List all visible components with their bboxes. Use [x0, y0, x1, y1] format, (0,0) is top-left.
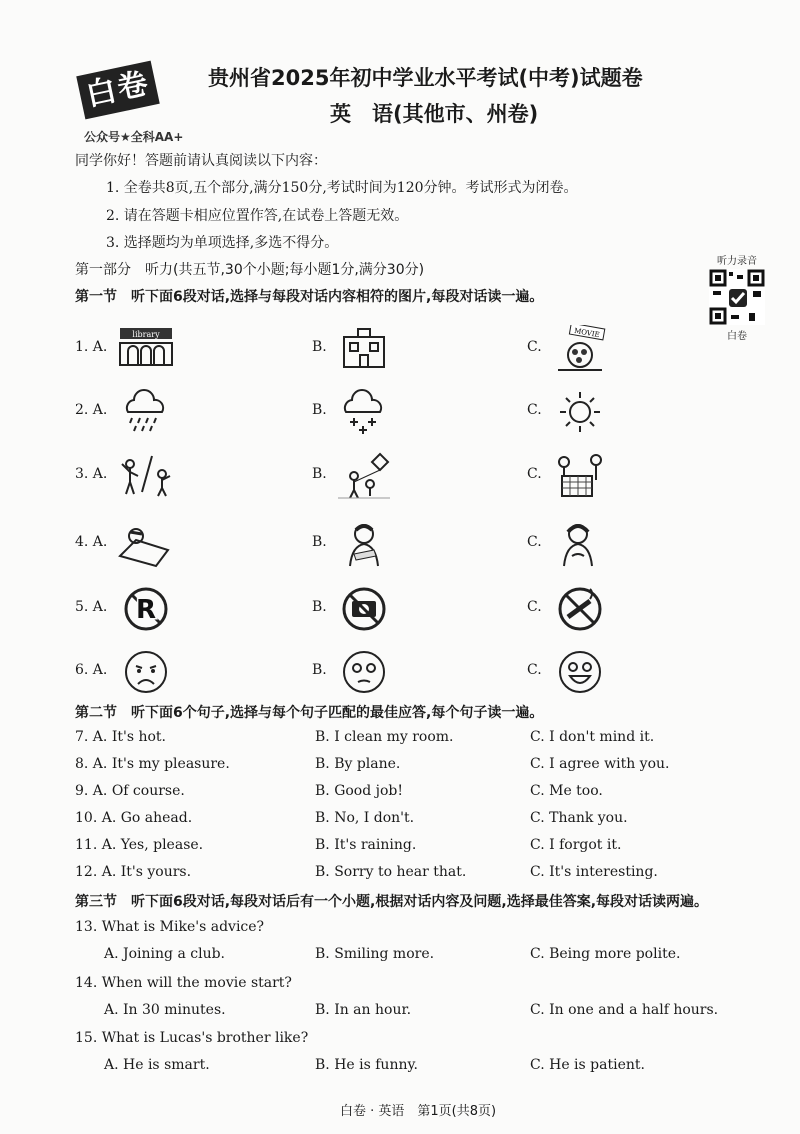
- option-b: B. By plane.: [315, 756, 401, 772]
- sun-picture: [550, 388, 610, 442]
- baijuan-logo: 白卷: [76, 61, 159, 120]
- chess-picture: [550, 452, 610, 506]
- no-smoking-icon: [550, 585, 610, 635]
- option-b: B. In an hour.: [315, 1001, 412, 1018]
- option-c: C. In one and a half hours.: [530, 1001, 719, 1018]
- section2-heading: 第二节 听下面6个句子,选择与每个句子匹配的最佳应答,每个句子读一遍。: [75, 705, 544, 721]
- instruction-3: 3. 选择题均为单项选择,多选不得分。: [106, 235, 339, 251]
- question-number-2: 2. A.: [75, 402, 108, 418]
- option-b-label: B.: [312, 466, 327, 482]
- option-c-label: C.: [527, 466, 542, 482]
- sick-in-bed-picture: [116, 520, 176, 574]
- option-a: A. Joining a club.: [104, 946, 225, 962]
- question-number-4: 4. A.: [75, 534, 108, 550]
- sick-in-bed-icon: [116, 520, 176, 570]
- option-b: B. It's raining.: [315, 837, 417, 853]
- surprised-face-icon: [334, 648, 394, 698]
- stomachache-picture: [550, 520, 610, 574]
- badminton-icon: [116, 452, 176, 502]
- qr-bottom-label: 白卷: [727, 331, 747, 342]
- sad-face-picture: [116, 648, 176, 702]
- option-a: A. He is smart.: [104, 1057, 210, 1073]
- no-parking-letter: R: [135, 595, 157, 625]
- broken-arm-icon: [334, 520, 394, 570]
- option-a: 10. A. Go ahead.: [75, 810, 193, 826]
- movie-sign-text: MOVIE: [573, 326, 601, 340]
- broken-arm-picture: [334, 520, 394, 574]
- option-c-label: C.: [527, 662, 542, 678]
- option-c: C. Me too.: [530, 783, 603, 799]
- option-b-label: B.: [312, 662, 327, 678]
- greeting: 同学你好！答题前请认真阅读以下内容：: [75, 153, 327, 169]
- instruction-1: 1. 全卷共8页,五个部分,满分150分,考试时间为120分钟。考试形式为闭卷。: [106, 180, 578, 196]
- question-text: 14. When will the movie start?: [75, 974, 292, 991]
- badminton-picture: [116, 452, 176, 506]
- surprised-face-picture: [334, 648, 394, 702]
- option-a: 9. A. Of course.: [75, 783, 185, 799]
- question-number-6: 6. A.: [75, 662, 108, 678]
- option-c-label: C.: [527, 534, 542, 550]
- no-photos-icon: [334, 585, 394, 635]
- library-sign-text: library: [132, 330, 160, 339]
- option-b: B. He is funny.: [315, 1057, 418, 1073]
- option-b-label: B.: [312, 402, 327, 418]
- happy-face-picture: [550, 648, 610, 702]
- instruction-2: 2. 请在答题卡相应位置作答,在试卷上答题无效。: [106, 208, 409, 224]
- option-a: 11. A. Yes, please.: [75, 837, 204, 853]
- option-b: B. Smiling more.: [315, 946, 435, 962]
- rain-picture: [116, 388, 176, 442]
- movie-theater-icon: [550, 325, 610, 375]
- option-c: C. Being more polite.: [530, 946, 681, 962]
- exam-subtitle: 英 语(其他市、州卷): [330, 102, 539, 126]
- option-c: C. It's interesting.: [530, 864, 658, 880]
- option-b-label: B.: [312, 599, 327, 615]
- rain-icon: [116, 388, 176, 438]
- movie-theater-picture: [550, 325, 610, 379]
- kite-flying-icon: [334, 452, 394, 502]
- option-a: A. In 30 minutes.: [104, 1001, 226, 1018]
- option-c: C. I don't mind it.: [530, 729, 655, 745]
- option-a: 12. A. It's yours.: [75, 864, 192, 880]
- question-number-5: 5. A.: [75, 599, 108, 615]
- option-c: C. He is patient.: [530, 1057, 645, 1073]
- sad-face-icon: [116, 648, 176, 698]
- option-b-label: B.: [312, 534, 327, 550]
- no-photos-picture: [334, 585, 394, 639]
- qr-code-block[interactable]: [706, 252, 768, 342]
- option-c: C. Thank you.: [530, 810, 628, 826]
- kite-flying-picture: [334, 452, 394, 506]
- option-b: B. Good job!: [315, 783, 403, 799]
- library-icon: [116, 325, 176, 375]
- option-c-label: C.: [527, 339, 542, 355]
- no-parking-picture: [116, 585, 176, 639]
- option-a: 8. A. It's my pleasure.: [75, 756, 230, 772]
- option-c-label: C.: [527, 599, 542, 615]
- option-a: 7. A. It's hot.: [75, 729, 166, 745]
- option-b-label: B.: [312, 339, 327, 355]
- chess-icon: [550, 452, 610, 502]
- qr-top-label: 听力录音: [717, 256, 757, 267]
- section3-heading: 第三节 听下面6段对话,每段对话后有一个小题,根据对话内容及问题,选择最佳答案,每段对话读两遍。: [75, 894, 709, 910]
- hospital-picture: [334, 325, 394, 379]
- option-b: B. Sorry to hear that.: [315, 864, 467, 880]
- hospital-icon: [334, 325, 394, 375]
- page-footer: 白卷 · 英语 第1页(共8页): [340, 1104, 497, 1119]
- part1-heading: 第一部分 听力(共五节,30个小题;每小题1分,满分30分): [75, 262, 425, 278]
- option-b: B. No, I don't.: [315, 810, 415, 826]
- library-picture: [116, 325, 176, 379]
- question-number-1: 1. A.: [75, 339, 108, 355]
- no-smoking-picture: [550, 585, 610, 639]
- option-b: B. I clean my room.: [315, 729, 454, 745]
- option-c-label: C.: [527, 402, 542, 418]
- question-number-3: 3. A.: [75, 466, 108, 482]
- option-c: C. I forgot it.: [530, 837, 622, 853]
- sun-icon: [550, 388, 610, 438]
- snow-picture: [334, 388, 394, 442]
- question-text: 13. What is Mike's advice?: [75, 919, 265, 935]
- snow-icon: [334, 388, 394, 438]
- happy-face-icon: [550, 648, 610, 698]
- section1-heading: 第一节 听下面6段对话,选择与每段对话内容相符的图片,每段对话读一遍。: [75, 289, 544, 305]
- no-parking-icon: [116, 585, 176, 635]
- exam-title: 贵州省2025年初中学业水平考试(中考)试题卷: [208, 66, 643, 90]
- question-text: 15. What is Lucas's brother like?: [75, 1030, 309, 1046]
- stomachache-icon: [550, 520, 610, 570]
- watermark: 公众号★全科AA+: [84, 130, 184, 144]
- option-c: C. I agree with you.: [530, 756, 670, 772]
- qr-code-icon: [709, 269, 765, 325]
